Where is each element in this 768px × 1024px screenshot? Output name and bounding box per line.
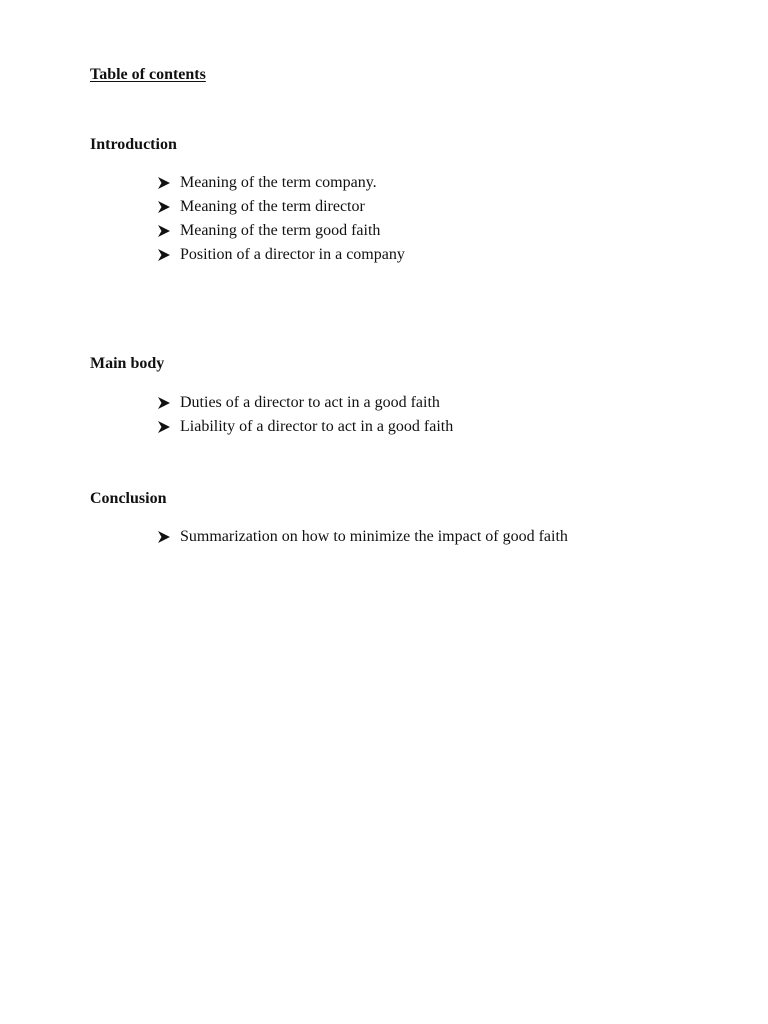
list-item-text: Position of a director in a company: [180, 246, 405, 263]
bullet-list: [90, 171, 730, 267]
list-item-text: Summarization on how to minimize the impact of good faith: [180, 528, 568, 545]
list-item: [158, 195, 730, 219]
bullet-list: [90, 391, 730, 439]
section-heading: Main body: [90, 355, 165, 372]
section-main-body: [90, 354, 730, 439]
arrowhead-bullet-icon: [158, 200, 180, 214]
toc-title: Table of contents: [90, 66, 206, 83]
arrowhead-bullet-icon: [158, 530, 180, 544]
list-item-text: Meaning of the term director: [180, 198, 365, 215]
arrowhead-bullet-icon: [158, 248, 180, 262]
section-introduction: [90, 135, 730, 267]
list-item: [158, 525, 730, 549]
list-item-text: Meaning of the term company.: [180, 174, 377, 191]
section-heading: Conclusion: [90, 490, 167, 507]
arrowhead-bullet-icon: [158, 396, 180, 410]
list-item: [158, 171, 730, 195]
list-item: [158, 415, 730, 439]
list-item: [158, 219, 730, 243]
list-item: [158, 391, 730, 415]
arrowhead-bullet-icon: [158, 420, 180, 434]
list-item: [158, 243, 730, 267]
section-heading: Introduction: [90, 136, 177, 153]
list-item-text: Liability of a director to act in a good faith: [180, 418, 454, 435]
bullet-list: [90, 525, 730, 549]
list-item-text: Duties of a director to act in a good faith: [180, 394, 440, 411]
list-item-text: Meaning of the term good faith: [180, 222, 381, 239]
arrowhead-bullet-icon: [158, 224, 180, 238]
arrowhead-bullet-icon: [158, 176, 180, 190]
section-conclusion: [90, 489, 730, 549]
